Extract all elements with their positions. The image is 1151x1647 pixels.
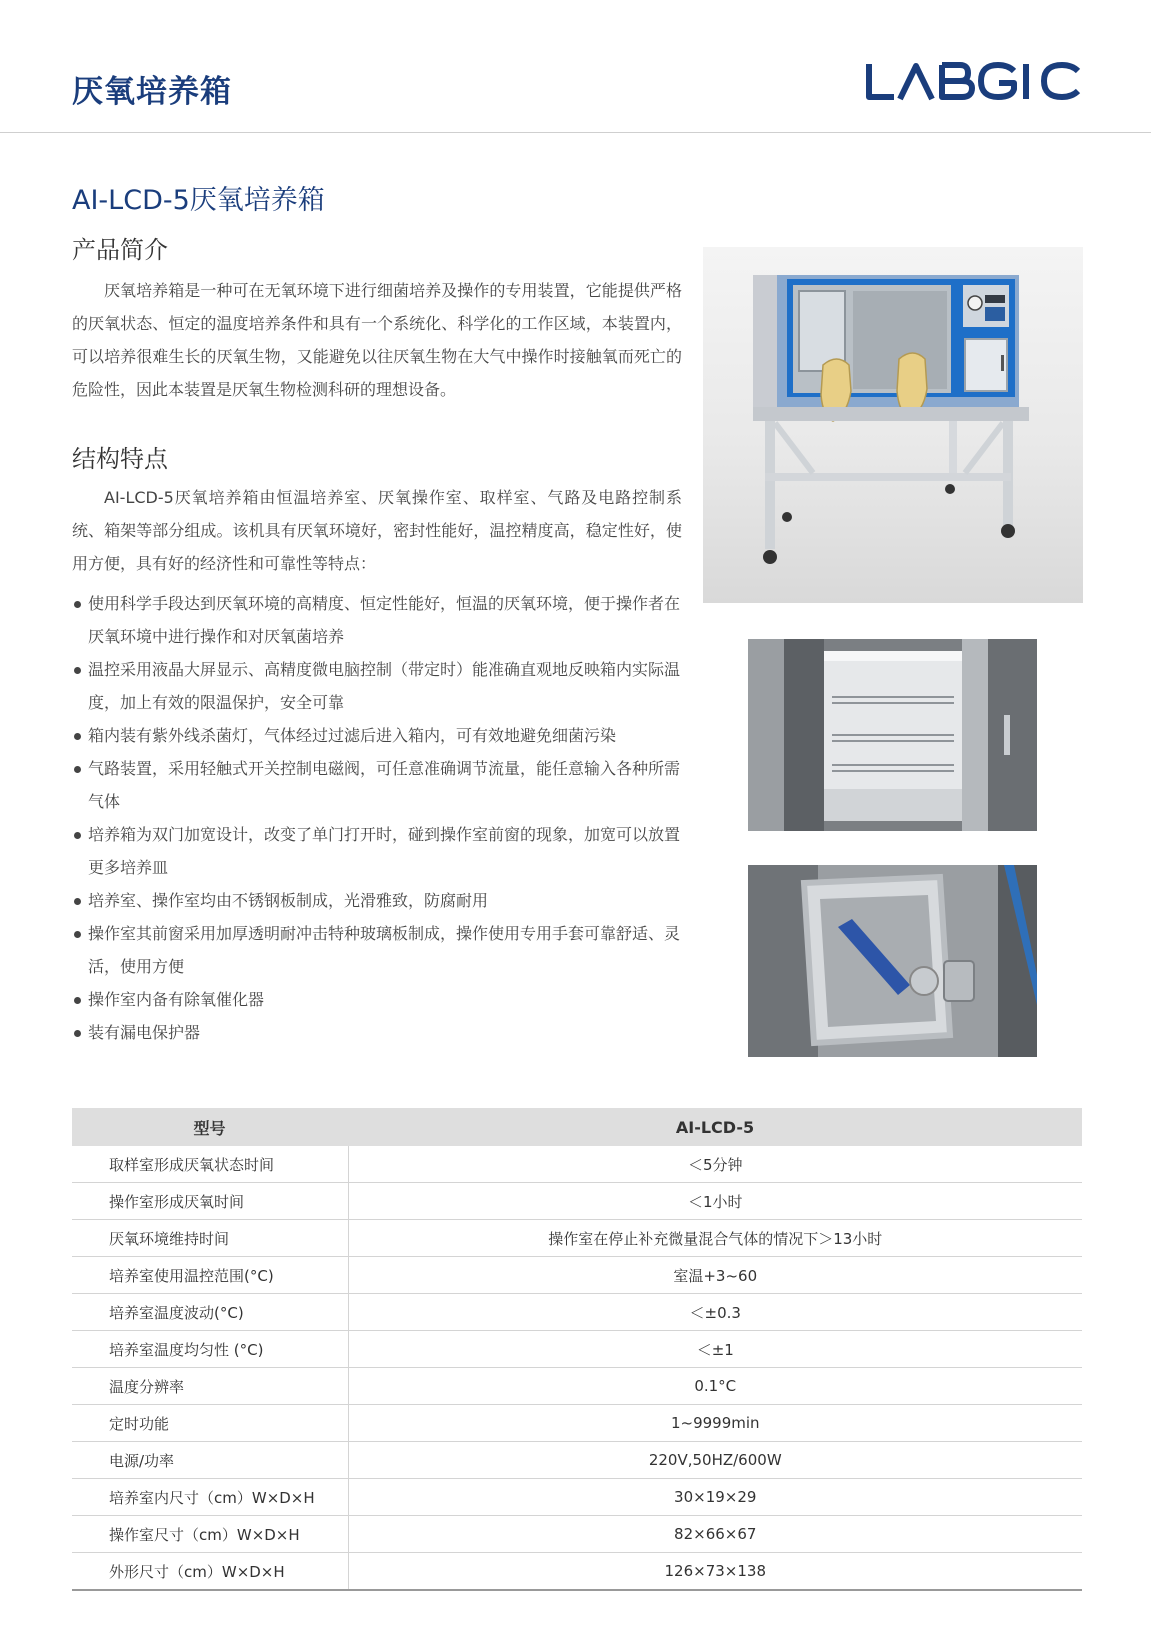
feature-list bbox=[72, 587, 682, 1049]
feature-item: 操作室内备有除氧催化器 bbox=[72, 983, 682, 1016]
feature-item: 装有漏电保护器 bbox=[72, 1016, 682, 1049]
structure-paragraph: AI-LCD-5厌氧培养箱由恒温培养室、厌氧操作室、取样室、气路及电路控制系统、箱架等部分组成。该机具有厌氧环境好，密封性能好，温控精度高，稳定性好，使用方便，具有好的经济性和可靠性等特点： bbox=[72, 488, 682, 573]
labgic-logo bbox=[866, 62, 1084, 102]
feature-item: 使用科学手段达到厌氧环境的高精度、恒定性能好，恒温的厌氧环境，便于操作者在厌氧环境中进行操作和对厌氧菌培养 bbox=[72, 587, 682, 653]
product-title: AI-LCD-5厌氧培养箱 bbox=[72, 185, 325, 216]
spec-table bbox=[72, 1108, 1082, 1591]
feature-item: 温控采用液晶大屏显示、高精度微电脑控制（带定时）能准确直观地反映箱内实际温度，加上有效的限温保护，安全可靠 bbox=[72, 653, 682, 719]
table-row bbox=[72, 1405, 1082, 1442]
spec-label: 培养室使用温控范围(°C) bbox=[72, 1257, 348, 1294]
spec-label: 培养室温度均匀性 (°C) bbox=[72, 1331, 348, 1368]
table-row bbox=[72, 1257, 1082, 1294]
intro-heading: 产品简介 bbox=[72, 236, 168, 264]
feature-item: 气路装置，采用轻触式开关控制电磁阀，可任意准确调节流量，能任意输入各种所需气体 bbox=[72, 752, 682, 818]
spec-label: 操作室尺寸（cm）W×D×H bbox=[72, 1516, 348, 1553]
spec-label: 取样室形成厌氧状态时间 bbox=[72, 1146, 348, 1183]
photo-transfer-door bbox=[748, 865, 1037, 1057]
photo-culture-chamber bbox=[748, 639, 1037, 831]
spec-value: 30×19×29 bbox=[348, 1479, 1082, 1516]
spec-label: 厌氧环境维持时间 bbox=[72, 1220, 348, 1257]
table-row bbox=[72, 1553, 1082, 1591]
spec-value: 室温+3~60 bbox=[348, 1257, 1082, 1294]
spec-value: ＜±1 bbox=[348, 1331, 1082, 1368]
spec-value: ＜5分钟 bbox=[348, 1146, 1082, 1183]
spec-value: 82×66×67 bbox=[348, 1516, 1082, 1553]
table-row bbox=[72, 1516, 1082, 1553]
table-row bbox=[72, 1146, 1082, 1183]
feature-item: 培养箱为双门加宽设计，改变了单门打开时，碰到操作室前窗的现象，加宽可以放置更多培养皿 bbox=[72, 818, 682, 884]
spec-value: 1~9999min bbox=[348, 1405, 1082, 1442]
spec-label: 温度分辨率 bbox=[72, 1368, 348, 1405]
header-divider bbox=[0, 132, 1151, 133]
table-row bbox=[72, 1183, 1082, 1220]
spec-value: ＜±0.3 bbox=[348, 1294, 1082, 1331]
feature-item: 培养室、操作室均由不锈钢板制成，光滑雅致，防腐耐用 bbox=[72, 884, 682, 917]
feature-item: 操作室其前窗采用加厚透明耐冲击特种玻璃板制成，操作使用专用手套可靠舒适、灵活，使用方便 bbox=[72, 917, 682, 983]
spec-value: 0.1°C bbox=[348, 1368, 1082, 1405]
spec-value: 操作室在停止补充微量混合气体的情况下＞13小时 bbox=[348, 1220, 1082, 1257]
table-row bbox=[72, 1442, 1082, 1479]
spec-value: ＜1小时 bbox=[348, 1183, 1082, 1220]
page-title: 厌氧培养箱 bbox=[72, 74, 232, 110]
table-row bbox=[72, 1479, 1082, 1516]
table-row bbox=[72, 1331, 1082, 1368]
spec-label: 培养室温度波动(°C) bbox=[72, 1294, 348, 1331]
spec-label: 电源/功率 bbox=[72, 1442, 348, 1479]
spec-label: 培养室内尺寸（cm）W×D×H bbox=[72, 1479, 348, 1516]
spec-label: 外形尺寸（cm）W×D×H bbox=[72, 1553, 348, 1591]
spec-value: 220V,50HZ/600W bbox=[348, 1442, 1082, 1479]
intro-paragraph: 厌氧培养箱是一种可在无氧环境下进行细菌培养及操作的专用装置，它能提供严格的厌氧状态、恒定的温度培养条件和具有一个系统化、科学化的工作区域，本装置内，可以培养很难生长的厌氧生物，又能避免以往厌氧生物在大气中操作时接触氧而死亡的危险性，因此本装置是厌氧生物检测科研的理想设备。 bbox=[72, 281, 682, 399]
product-photo-incubator bbox=[703, 247, 1083, 603]
feature-item: 箱内装有紫外线杀菌灯，气体经过过滤后进入箱内，可有效地避免细菌污染 bbox=[72, 719, 682, 752]
spec-header-model-label: 型号 bbox=[72, 1108, 348, 1146]
spec-table-header bbox=[72, 1108, 1082, 1146]
spec-value: 126×73×138 bbox=[348, 1553, 1082, 1591]
spec-header-model-value: AI-LCD-5 bbox=[348, 1108, 1082, 1146]
table-row bbox=[72, 1220, 1082, 1257]
spec-label: 操作室形成厌氧时间 bbox=[72, 1183, 348, 1220]
table-row bbox=[72, 1294, 1082, 1331]
structure-heading: 结构特点 bbox=[72, 445, 168, 473]
spec-label: 定时功能 bbox=[72, 1405, 348, 1442]
table-row bbox=[72, 1368, 1082, 1405]
